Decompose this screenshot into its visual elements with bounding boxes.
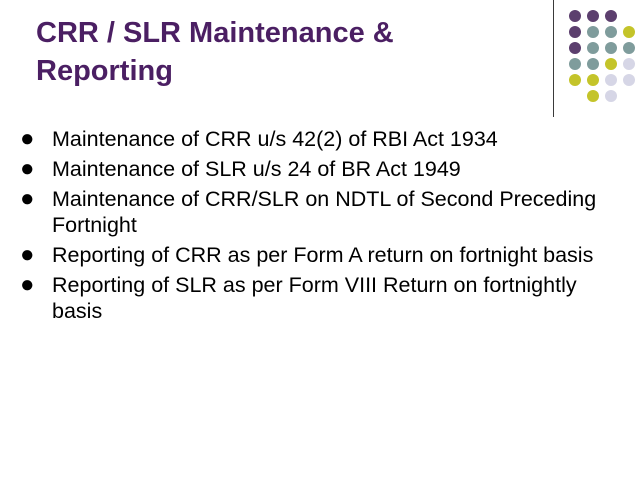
- bullet-icon: ●: [20, 241, 35, 268]
- list-item-text: Reporting of CRR as per Form A return on fortnight basis: [52, 243, 594, 267]
- decorative-dot: [605, 58, 617, 70]
- decorative-dot: [587, 58, 599, 70]
- list-item-text: Maintenance of SLR u/s 24 of BR Act 1949: [52, 157, 461, 181]
- list-item-text: Maintenance of CRR u/s 42(2) of RBI Act 1934: [52, 127, 498, 151]
- decorative-dot: [587, 10, 599, 22]
- decorative-dot: [605, 26, 617, 38]
- decorative-dot: [623, 26, 635, 38]
- decorative-dot: [605, 42, 617, 54]
- list-item: [20, 156, 620, 182]
- list-item: [20, 126, 620, 152]
- decorative-dot: [587, 74, 599, 86]
- list-item: [20, 186, 620, 238]
- decorative-dot: [605, 90, 617, 102]
- bullet-icon: ●: [20, 125, 35, 152]
- decorative-dot-grid: [567, 10, 635, 102]
- decorative-dot: [569, 10, 581, 22]
- decorative-dot: [569, 26, 581, 38]
- decorative-dot: [623, 74, 635, 86]
- list-item: [20, 272, 620, 324]
- decorative-divider: [553, 0, 554, 117]
- bullet-list: [20, 126, 620, 328]
- decorative-dot: [605, 10, 617, 22]
- list-item-text: Maintenance of CRR/SLR on NDTL of Second Preceding Fortnight: [52, 187, 597, 237]
- list-item: [20, 242, 620, 268]
- slide-title: CRR / SLR Maintenance & Reporting: [36, 17, 394, 87]
- decorative-dot: [587, 90, 599, 102]
- decorative-dot: [587, 42, 599, 54]
- decorative-dot: [569, 58, 581, 70]
- bullet-icon: ●: [20, 155, 35, 182]
- decorative-dot: [623, 42, 635, 54]
- decorative-dot: [605, 74, 617, 86]
- bullet-icon: ●: [20, 185, 35, 212]
- decorative-dot: [587, 26, 599, 38]
- decorative-dot: [569, 74, 581, 86]
- decorative-dot: [569, 42, 581, 54]
- decorative-dot: [623, 58, 635, 70]
- bullet-icon: ●: [20, 271, 35, 298]
- list-item-text: Reporting of SLR as per Form VIII Return on fortnightly basis: [52, 273, 577, 323]
